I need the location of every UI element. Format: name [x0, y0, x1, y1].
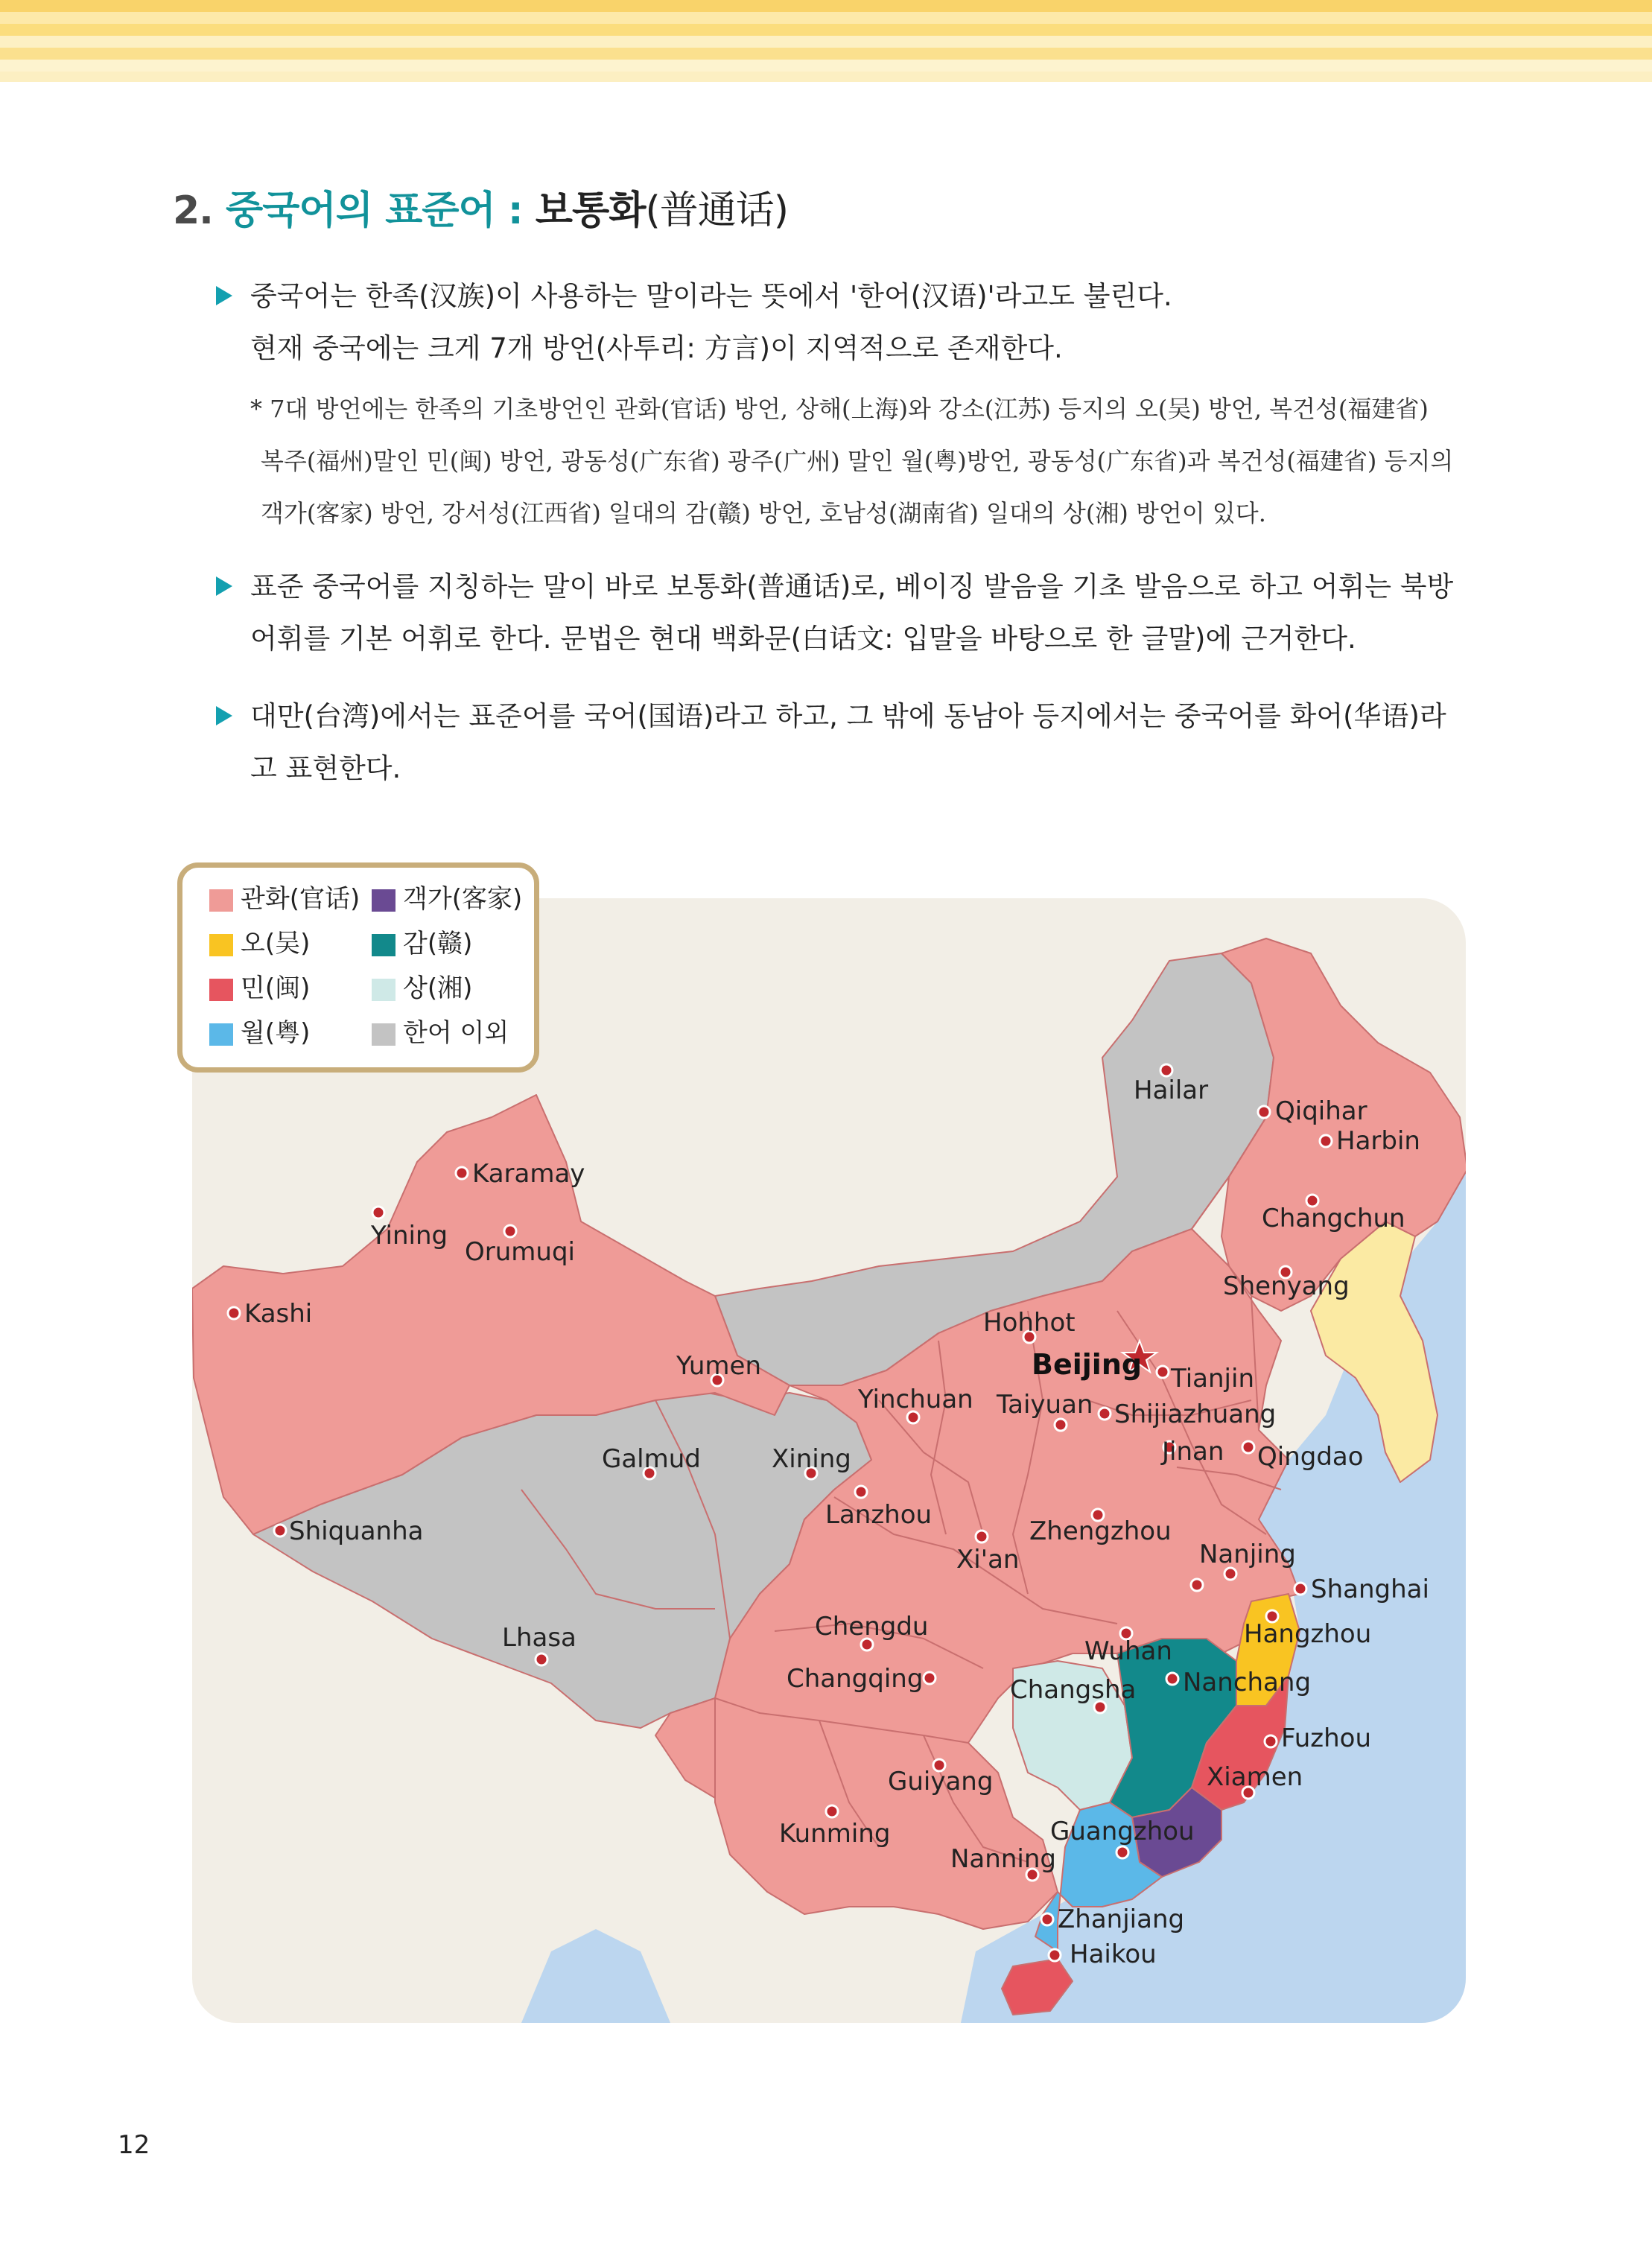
city-dot-orumuqi: [504, 1225, 516, 1237]
note-line-1: * 7대 방언에는 한족의 기초방언인 관화(官话) 방언, 상해(上海)와 강소(江苏) 등지의 오(吴) 방언, 복건성(福建省): [250, 395, 1429, 423]
city-dot-shanghai: [1294, 1583, 1306, 1595]
city-dot-guangzhou: [1116, 1846, 1128, 1858]
city-dot-lanzhou: [855, 1486, 867, 1498]
legend-item: [372, 884, 522, 914]
legend-label: 한어 이외: [403, 1018, 509, 1048]
legend-label: 객가(客家): [403, 884, 523, 914]
city-label: Changqing: [787, 1664, 924, 1694]
city-label: Fuzhou: [1281, 1723, 1371, 1753]
city-label: Qiqihar: [1275, 1096, 1367, 1126]
city-dot-nanjing: [1224, 1568, 1236, 1580]
city-label: Kunming: [779, 1819, 891, 1849]
legend-item: [372, 1018, 509, 1048]
city-dot-kashi: [228, 1307, 240, 1319]
city-label: Changchun: [1262, 1204, 1405, 1233]
city-label: Haikou: [1070, 1939, 1157, 1969]
city-label: Harbin: [1336, 1126, 1420, 1156]
bullet-1-line-2: 현재 중국에는 크게 7개 방언(사투리: 方言)이 지역적으로 존재한다.: [250, 332, 1063, 364]
legend-item: [209, 973, 310, 1003]
city-label: Orumuqi: [465, 1237, 575, 1267]
city-dot-kunming: [826, 1805, 838, 1817]
city-label: Hailar: [1134, 1076, 1209, 1105]
city-label: Yinchuan: [858, 1385, 973, 1414]
city-label: Yining: [371, 1221, 448, 1251]
bullet-1-line-1: 중국어는 한족(汉族)이 사용하는 말이라는 뜻에서 '한어(汉语)'라고도 불린다.: [250, 280, 1172, 312]
title-main: 중국어의 표준어 :: [226, 188, 523, 233]
city-dot-fuzhou: [1265, 1735, 1277, 1747]
legend-label: 오(吴): [241, 929, 311, 959]
city-label: Xiamen: [1207, 1762, 1303, 1792]
bullet-3-line-1: 대만(台湾)에서는 표준어를 국어(国语)라고 하고, 그 밖에 동남아 등지에서는 중국어를 화어(华语)라: [250, 700, 1446, 732]
legend-item: [372, 973, 472, 1003]
city-dot-qingdao: [1242, 1441, 1254, 1453]
city-label-capital: Beijing: [1032, 1348, 1143, 1381]
city-label: Nanchang: [1183, 1668, 1312, 1697]
city-label: Xi'an: [956, 1545, 1020, 1575]
city-label: Guiyang: [888, 1767, 994, 1796]
city-label: Shiquanha: [289, 1516, 424, 1546]
bullet-2-line-1: 표준 중국어를 지칭하는 말이 바로 보통화(普通话)로, 베이징 발음을 기초 발음으로 하고 어휘는 북방: [250, 571, 1454, 603]
city-label: Wuhan: [1084, 1636, 1172, 1666]
city-label: Shenyang: [1223, 1271, 1350, 1301]
city-dot-xian: [976, 1531, 988, 1542]
city-dot-harbin: [1320, 1135, 1332, 1147]
map-legend: [177, 862, 539, 1073]
city-label: Nanjing: [1199, 1540, 1296, 1569]
city-dot-karamay: [456, 1167, 468, 1179]
bullet-arrow-icon: [216, 286, 232, 305]
sea-bay-of-bengal: [521, 1929, 670, 2023]
city-dot-taiyuan: [1055, 1419, 1067, 1431]
bullet-3: [250, 690, 1446, 795]
city-dot-haikou: [1049, 1949, 1061, 1961]
legend-swatch: [209, 979, 233, 1001]
legend-item: [209, 884, 360, 914]
page-title: [173, 179, 788, 235]
city-dot-hailar: [1160, 1064, 1172, 1076]
city-label: Nanning: [950, 1844, 1056, 1874]
bullet-2-line-2: 어휘를 기본 어휘로 한다. 문법은 현대 백화문(白话文: 입말을 바탕으로 한 글말)에 근거한다.: [250, 623, 1356, 655]
city-dot-nanchang: [1166, 1673, 1178, 1685]
legend-swatch: [372, 1023, 395, 1046]
city-label: Karamay: [472, 1159, 585, 1189]
legend-label: 감(赣): [403, 929, 473, 959]
bullet-arrow-icon: [216, 706, 232, 725]
legend-label: 민(闽): [241, 973, 311, 1003]
title-hanzi: (普通话): [645, 188, 789, 233]
city-label: Xining: [772, 1444, 851, 1474]
city-label: Taiyuan: [997, 1390, 1093, 1420]
legend-item: [209, 1018, 310, 1048]
city-dot-changqing: [924, 1672, 935, 1684]
city-label: Hohhot: [983, 1308, 1076, 1338]
city-dot-shijiazhuang: [1099, 1408, 1111, 1420]
bullet-1: [250, 270, 1172, 375]
legend-swatch: [209, 889, 233, 912]
city-label: Lanzhou: [825, 1500, 933, 1530]
city-label: Qingdao: [1257, 1442, 1364, 1472]
legend-label: 월(粤): [241, 1018, 311, 1048]
legend-swatch: [372, 934, 395, 956]
note-line-3: 객가(客家) 방언, 강서성(江西省) 일대의 감(赣) 방언, 호남성(湖南省) 일대의 상(湘) 방언이 있다.: [261, 499, 1266, 527]
city-dot-tianjin: [1157, 1366, 1169, 1378]
note-line-2: 복주(福州)말인 민(闽) 방언, 광동성(广东省) 광주(广州) 말인 월(粤)방언, 광동성(广东省)과 복건성(福建省) 등지의: [261, 447, 1454, 475]
legend-item: [372, 929, 472, 959]
legend-label: 상(湘): [403, 973, 473, 1003]
city-dot-shiquanha: [274, 1525, 286, 1537]
legend-swatch: [209, 1023, 233, 1046]
city-label: Tianjin: [1171, 1364, 1254, 1394]
city-label: Shanghai: [1311, 1575, 1429, 1604]
city-dot-yining: [372, 1207, 384, 1219]
city-label: Jinan: [1162, 1437, 1224, 1467]
city-label: Lhasa: [502, 1623, 576, 1653]
city-label: Changsha: [1010, 1675, 1137, 1705]
region-mandarin: [715, 1698, 1058, 1929]
dialect-note: [250, 383, 1472, 539]
legend-swatch: [372, 979, 395, 1001]
bullet-3-line-2: 고 표현한다.: [250, 752, 401, 784]
city-label: Zhengzhou: [1029, 1516, 1172, 1546]
legend-label: 관화(官话): [241, 884, 360, 914]
city-label: Shijiazhuang: [1114, 1399, 1277, 1429]
legend-item: [209, 929, 310, 959]
city-dot-hefei: [1191, 1579, 1203, 1591]
bullet-2: [250, 561, 1453, 665]
city-dot-lhasa: [536, 1653, 547, 1665]
city-label: Zhanjiang: [1058, 1904, 1185, 1934]
title-highlight: 보통화: [535, 188, 646, 233]
city-label: Guangzhou: [1050, 1817, 1195, 1846]
city-label: Kashi: [244, 1299, 313, 1329]
page-number: 12: [118, 2130, 150, 2160]
legend-swatch: [372, 889, 395, 912]
city-label: Galmud: [602, 1444, 701, 1474]
city-label: Yumen: [676, 1351, 762, 1381]
bullet-arrow-icon: [216, 576, 232, 596]
title-number: 2.: [173, 188, 213, 233]
city-dot-qiqihar: [1258, 1106, 1270, 1118]
city-label: Hangzhou: [1244, 1619, 1372, 1649]
legend-swatch: [209, 934, 233, 956]
city-dot-zhanjiang: [1041, 1913, 1053, 1925]
city-label: Chengdu: [815, 1612, 929, 1642]
